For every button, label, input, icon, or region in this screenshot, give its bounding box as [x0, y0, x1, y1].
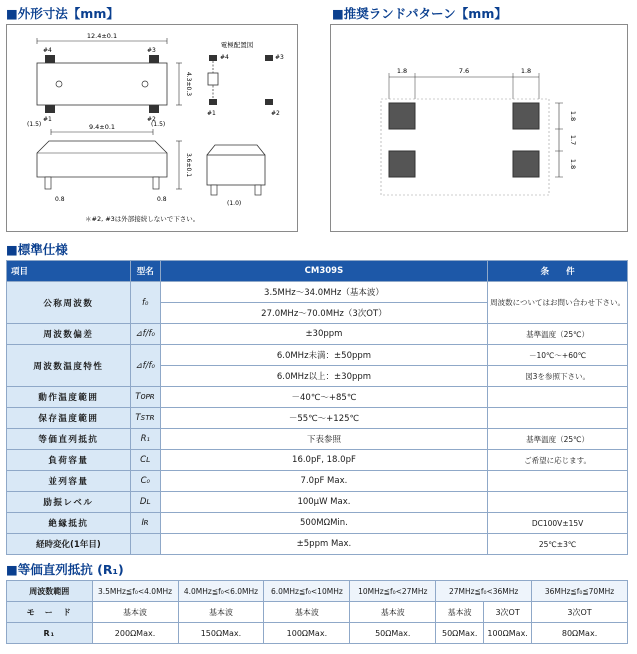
land-pattern-title: ■推奨ランドパターン【mm】: [332, 6, 507, 21]
esr-table: [6, 580, 628, 644]
esr-value-row: [7, 623, 628, 644]
pad-gap-vertical: 1.7: [569, 134, 577, 146]
spec-condition: 周波数についてはお問い合わせ下さい。: [488, 282, 628, 324]
electrode-pin1: #1: [207, 110, 216, 117]
electrode-title: 電極配置図: [220, 41, 254, 49]
height-dim: 4.3±0.3: [185, 71, 192, 97]
spec-condition: [488, 408, 628, 429]
spec-symbol: Dʟ: [130, 492, 160, 513]
esr-value: 100ΩMax.: [484, 623, 532, 644]
esr-range-label: 周波数範囲: [7, 581, 93, 602]
spec-symbol: C₀: [130, 471, 160, 492]
electrode-pin2: #2: [271, 110, 280, 117]
pin-width-dim-right: 0.8: [157, 196, 167, 203]
pad-gap-horizontal: 7.6: [458, 67, 470, 75]
table-row: [7, 471, 628, 492]
spec-value: －55℃～+125℃: [160, 408, 487, 429]
spec-value: 100μW Max.: [160, 492, 487, 513]
table-row: [7, 324, 628, 345]
spec-symbol: ⊿f/f₀: [130, 324, 160, 345]
spec-symbol: Cʟ: [130, 450, 160, 471]
pad-height-bottom: 1.8: [569, 158, 577, 170]
spec-value: 3.5MHz～34.0MHz（基本波）: [160, 282, 487, 303]
spec-item: 負荷容量: [7, 450, 131, 471]
spec-item: 絶縁抵抗: [7, 513, 131, 534]
width-dim: 12.4±0.1: [86, 32, 118, 40]
header-model: CM309S: [160, 261, 487, 282]
spec-item: 周波数偏差: [7, 324, 131, 345]
spec-value: 6.0MHz未満：±50ppm: [160, 345, 487, 366]
lead-dim: (1.0): [227, 200, 242, 207]
pad-top-right: [513, 103, 539, 129]
spec-title: ■標準仕様: [6, 242, 68, 257]
spec-value: 16.0pF, 18.0pF: [160, 450, 487, 471]
table-row: [7, 492, 628, 513]
header-condition: 条 件: [488, 261, 628, 282]
land-pattern-drawing: [331, 25, 627, 231]
spec-condition: 25℃±3℃: [488, 534, 628, 555]
spec-condition: 図3を参照下さい。: [488, 366, 628, 387]
spec-item: 並列容量: [7, 471, 131, 492]
side-dim-right: (1.5): [151, 121, 166, 128]
esr-value: 50ΩMax.: [436, 623, 484, 644]
side-dim-left: (1.5): [27, 121, 42, 128]
spec-symbol: Tᴏᴘʀ: [130, 387, 160, 408]
table-row: [7, 387, 628, 408]
pad-width-left: 1.8: [396, 67, 408, 75]
spec-condition: DC100V±15V: [488, 513, 628, 534]
table-row: [7, 534, 628, 555]
esr-range-row: [7, 581, 628, 602]
esr-value: 100ΩMax.: [264, 623, 350, 644]
spec-item: 周波数温度特性: [7, 345, 131, 387]
esr-value: 80ΩMax.: [532, 623, 628, 644]
electrode-pin3: #3: [275, 54, 284, 61]
pad-bottom-right: [513, 151, 539, 177]
esr-value: 200ΩMax.: [92, 623, 178, 644]
spec-symbol: R₁: [130, 429, 160, 450]
spec-condition: 基準温度（25℃）: [488, 429, 628, 450]
spec-table: [6, 260, 628, 555]
spec-condition: [488, 471, 628, 492]
dimensions-drawing: [7, 25, 297, 231]
spec-symbol: Iʀ: [130, 513, 160, 534]
spec-value: 下表参照: [160, 429, 487, 450]
spec-condition: [488, 387, 628, 408]
table-row: [7, 282, 628, 303]
note: ＊#2, #3は外部接続しないで下さい。: [85, 215, 200, 223]
spec-item: 保存温度範囲: [7, 408, 131, 429]
spec-value: ±30ppm: [160, 324, 487, 345]
esr-value: 50ΩMax.: [350, 623, 436, 644]
pin-width-dim: 0.8: [55, 196, 65, 203]
spec-item: 等価直列抵抗: [7, 429, 131, 450]
header-item: 項目: [7, 261, 131, 282]
pad-height-top: 1.8: [569, 110, 577, 122]
dimensions-panel: [6, 24, 298, 232]
esr-mode-label: モ ー ド: [7, 602, 93, 623]
esr-r1-label: R₁: [7, 623, 93, 644]
thickness-dim: 3.6±0.1: [185, 152, 192, 178]
spec-value: 6.0MHz以上：±30ppm: [160, 366, 487, 387]
spec-item: 励振レベル: [7, 492, 131, 513]
pad-bottom-left: [389, 151, 415, 177]
esr-mode: 基本波: [436, 602, 484, 623]
esr-range: 4.0MHz≦f₀<6.0MHz: [178, 581, 264, 602]
esr-mode: 基本波: [178, 602, 264, 623]
pin2-label: #2: [147, 116, 156, 123]
spec-condition: －10℃～+60℃: [488, 345, 628, 366]
pin1-label: #1: [43, 116, 52, 123]
land-pattern-panel: [330, 24, 628, 232]
spec-symbol: Tꜱᴛʀ: [130, 408, 160, 429]
pad-width-right: 1.8: [520, 67, 532, 75]
table-row: [7, 408, 628, 429]
pin3-label: #3: [147, 47, 156, 54]
table-row: [7, 429, 628, 450]
spec-item: 公称周波数: [7, 282, 131, 324]
esr-mode: 3次OT: [532, 602, 628, 623]
spec-value: 7.0pF Max.: [160, 471, 487, 492]
esr-mode-row: [7, 602, 628, 623]
spec-value: 500MΩMin.: [160, 513, 487, 534]
esr-title: ■等価直列抵抗 (R₁): [6, 562, 124, 577]
esr-range: 36MHz≦f₀≦70MHz: [532, 581, 628, 602]
spec-value: 27.0MHz～70.0MHz（3次OT）: [160, 303, 487, 324]
spec-item: 経時変化(1年目): [7, 534, 131, 555]
esr-range: 27MHz≦f₀<36MHz: [436, 581, 532, 602]
spec-header-row: [7, 261, 628, 282]
esr-mode: 3次OT: [484, 602, 532, 623]
electrode-pin4: #4: [220, 54, 229, 61]
esr-mode: 基本波: [92, 602, 178, 623]
esr-range: 3.5MHz≦f₀<4.0MHz: [92, 581, 178, 602]
spec-item: 動作温度範囲: [7, 387, 131, 408]
pad-top-left: [389, 103, 415, 129]
esr-mode: 基本波: [264, 602, 350, 623]
table-row: [7, 513, 628, 534]
spec-symbol: f₀: [130, 282, 160, 324]
spec-symbol: [130, 534, 160, 555]
esr-range: 6.0MHz≦f₀<10MHz: [264, 581, 350, 602]
table-row: [7, 345, 628, 366]
esr-value: 150ΩMax.: [178, 623, 264, 644]
esr-range: 10MHz≦f₀<27MHz: [350, 581, 436, 602]
spec-value: ±5ppm Max.: [160, 534, 487, 555]
spec-condition: 基準温度（25℃）: [488, 324, 628, 345]
spec-value: －40℃～+85℃: [160, 387, 487, 408]
spec-condition: ご希望に応じます。: [488, 450, 628, 471]
inner-width-dim: 9.4±0.1: [88, 123, 116, 131]
esr-mode: 基本波: [350, 602, 436, 623]
pin4-label: #4: [43, 47, 52, 54]
header-model-label: 型名: [130, 261, 160, 282]
table-row: [7, 450, 628, 471]
dimensions-title: ■外形寸法【mm】: [6, 6, 119, 21]
spec-symbol: ⊿f/f₀: [130, 345, 160, 387]
spec-condition: [488, 492, 628, 513]
